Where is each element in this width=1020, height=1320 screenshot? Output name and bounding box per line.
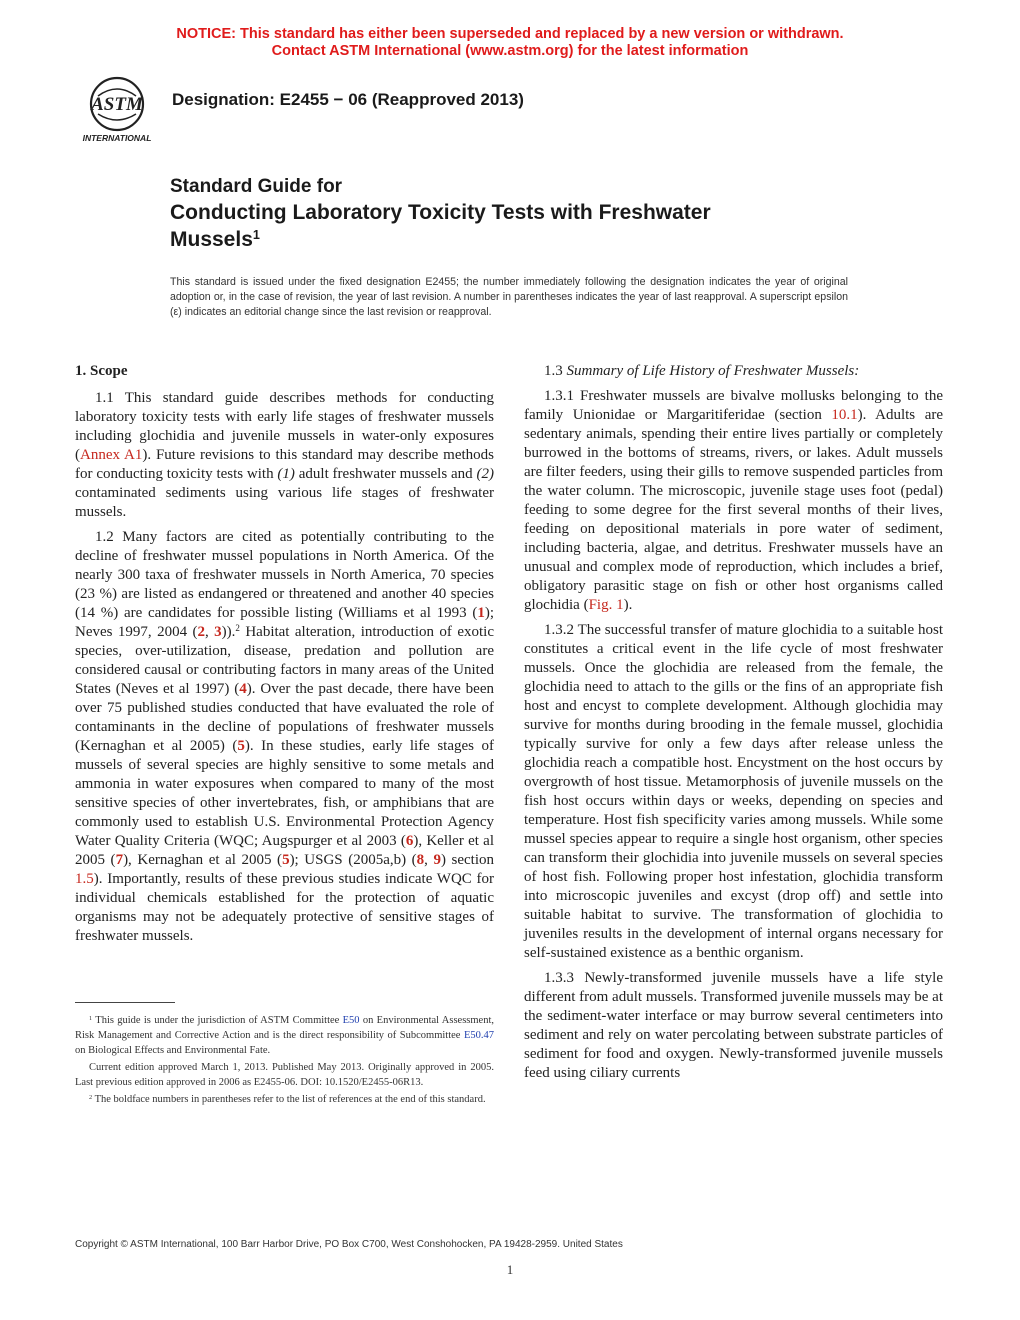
footnote-ref-2[interactable]: 2 [235,623,240,634]
logo-mark: ASTM [91,94,143,115]
page-number: 1 [506,1262,514,1277]
notice-line-2: Contact ASTM International (www.astm.org) for the latest information [271,43,749,59]
paragraph-1-3-1 [524,387,943,615]
notice-line-1: NOTICE: This standard has either been superseded and replaced by a new version or withdrawn. [176,26,844,42]
section-heading-scope: 1. Scope [75,363,128,379]
footnotes [75,1013,494,1109]
paragraph-1-2 [75,528,494,946]
ref-link[interactable]: 6 [405,833,414,849]
paragraph-1-3 [524,362,943,381]
text-run: ). Future revisions to this standard may describe methods for conducting toxicity tests with [75,447,495,482]
text-run: ) section [440,852,495,868]
copyright-line: Copyright © ASTM International, 100 Barr Harbor Drive, PO Box C700, West Conshohocken, PA 19428-2959. United States [75,1239,623,1250]
text-run: ). In these studies, early life stages of mussels of several species are highly sensitive to some metals and ammonia in water exposures when compared to many of the most sensitive species of other invertebrates, fish, or amphibians that are commonly used to establish U.S. Environmental Protection Agency Water Quality Criteria (WQC; Augspurger et al 2003 ( [75,738,494,849]
link-committee-e50[interactable]: E50 [342,1015,360,1026]
title-footnote-ref[interactable]: 1 [252,228,260,243]
text-run: 1.2 Many factors are cited as potentially contributing to the decline of freshwater mussel populations in North America. Of the nearly 300 taxa of freshwater mussels in North America, 70 species (23 %) are listed as endangered or threatened and another 40 species (14 %) are candidates for possible listing (Williams et al 1993 ( [75,529,494,621]
text-run: ). [623,597,633,613]
text-run: This guide is under the jurisdiction of ASTM Committee [92,1015,343,1026]
text-run: ). Importantly, results of these previous studies indicate WQC for individual chemicals established for the protection of aquatic organisms may not be adequately protective of sensitive stages of freshwater mussels. [75,871,494,944]
title-line-3 [170,226,870,253]
text-run: adult freshwater mussels and [294,466,477,482]
ref-link[interactable]: 3 [214,624,222,640]
footnote-marker: 1 [89,1014,93,1022]
text-run: Habitat alteration, introduction of exotic species, over-utilization, disease, predation and pollution are considered causal or contributing factors in many areas of the United States (Neves et al 1997) ( [75,624,494,697]
document-title [170,174,870,253]
list-marker: (1) [277,466,295,482]
text-run: )). [221,624,236,640]
text-run: ), Keller et al 2005 ( [75,833,494,868]
text-run: ), Kernaghan et al 2005 ( [123,852,283,868]
text-run: ); USGS (2005a,b) ( [289,852,417,868]
text-run: contaminated sediments using various life stages of freshwater mussels. [75,485,494,520]
ref-link[interactable]: 1 [477,605,485,621]
text-run: , [424,852,434,868]
text-run: 1.3.1 Freshwater mussels are bivalve mollusks belonging to the family Unionidae or Margaritiferidae (section [524,388,943,423]
title-line-1: Standard Guide for [170,176,343,197]
text-run: ). Over the past decade, there have been over 75 published studies conducted that have evaluated the role of contaminants in the decline of populations of freshwater mussels (Kernaghan et al 2005) ( [75,681,494,754]
ref-link[interactable]: 5 [237,738,245,754]
ref-link[interactable]: 2 [197,624,205,640]
title-line-3-text: Mussels [170,228,253,251]
text-run: on Biological Effects and Environmental Fate. [75,1045,271,1056]
text-run: 1.1 This standard guide describes methods for conducting laboratory toxicity tests with early life stages of freshwater mussels including glochidia and juvenile mussels in water-only exposures ( [75,390,494,463]
ref-link[interactable]: 9 [433,852,441,868]
link-annex-a1[interactable]: Annex A1 [80,447,143,463]
issuance-note: This standard is issued under the fixed designation E2455; the number immediately following the designation indicates the year of original adoption or, in the case of revision, the year of last revision. A number in parentheses indicates the year of last reapproval. A superscript epsilon (ε) indicates an editorial change since the last revision or reapproval. [170,276,848,318]
ref-link[interactable]: 8 [416,852,425,868]
footnote-divider [75,1002,175,1003]
text-run: 1.3 [544,363,567,379]
ref-link[interactable]: 5 [282,852,290,868]
astm-logo [76,74,158,144]
astm-logo-icon [76,74,158,144]
footnote-1-edition: Current edition approved March 1, 2013. Published May 2013. Originally approved in 2005. Last previous edition approved in 2006 as E2455-06. DOI: 10.1520/E2455-06R13. [75,1062,494,1088]
left-column [75,362,494,952]
link-subcommittee-e50-47[interactable]: E50.47 [463,1030,494,1041]
footnote-1 [75,1013,494,1058]
text-run: , [204,624,215,640]
ref-link[interactable]: 4 [239,681,247,697]
text-run: The boldface numbers in parentheses refer to the list of references at the end of this standard. [92,1094,486,1105]
paragraph-1-1 [75,389,494,522]
text-run: ); Neves 1997, 2004 ( [75,605,494,640]
footnote-2 [75,1092,494,1107]
designation: Designation: E2455 − 06 (Reapproved 2013) [172,90,524,109]
notice-banner [0,26,1020,60]
link-section-10-1[interactable]: 10.1 [831,407,858,423]
title-line-2: Conducting Laboratory Toxicity Tests with Freshwater [170,201,711,224]
right-column [524,362,943,1089]
subsection-title: Summary of Life History of Freshwater Mussels: [566,363,860,379]
link-fig-1[interactable]: Fig. 1 [588,597,624,613]
text-run: ). Adults are sedentary animals, spending their entire lives partially or completely burrowed in the bottoms of streams, rivers, or lakes. Adult mussels are filter feeders, using their gills to remove suspended particles from the water column. The microscopic, juvenile stage uses foot (pedal) feeding to some degree for the first several months of their lives, feeding on depositional materials in pore water of sediment, including bacteria, algae, and detritus. Freshwater mussels have an unusual and complex mode of reproduction, which includes a brief, obligatory parasitic stage on fish or other host organisms called glochidia ( [524,407,944,613]
list-marker: (2) [476,466,494,482]
link-section-1-5[interactable]: 1.5 [75,871,94,887]
footnote-marker: 2 [89,1093,93,1101]
paragraph-1-3-3: 1.3.3 Newly-transformed juvenile mussels have a life style different from adult mussels. Transformed juvenile mussels may be at the sediment-water interface or may burrow several centimeters into sediment and rely on water percolating between substrate particles of sediment for food and oxygen. Newly-transformed juvenile mussels feed using ciliary currents [524,970,943,1081]
paragraph-1-3-2: 1.3.2 The successful transfer of mature glochidia to a suitable host constitutes a critical event in the life cycle of most freshwater mussels. Once the glochidia are released from the female, the glochidia need to attach to the gills or the fins of an appropriate fish host and encyst to complete development. Although glochidia may survive for months during brooding in the female mussel, glochidia typically survive for only a few days after release unless the glochidia reach a compatible host. Encystment on the host occurs by overgrowth of host tissue. Metamorphosis of juvenile mussels on the fish host occurs within days or weeks, depending on species and temperature. Host fish specificity varies among mussels. While some mussel species appear to require a single host organism, other species can transform their glochidia into juvenile mussels on several species of host fish. Following proper host infestation, glochidia transform into microscopic juveniles and excyst (drop off) and settle into suitable habitat to survive. The transformation of glochidia to juveniles results in the development of internal organs necessary for self-sustained existence as a benthic organism. [524,622,943,961]
text-run: on Environmental Assessment, Risk Management and Corrective Action and is the direct responsibility of Subcommittee [75,1015,495,1041]
logo-word: INTERNATIONAL [82,133,152,143]
ref-link[interactable]: 7 [115,852,124,868]
